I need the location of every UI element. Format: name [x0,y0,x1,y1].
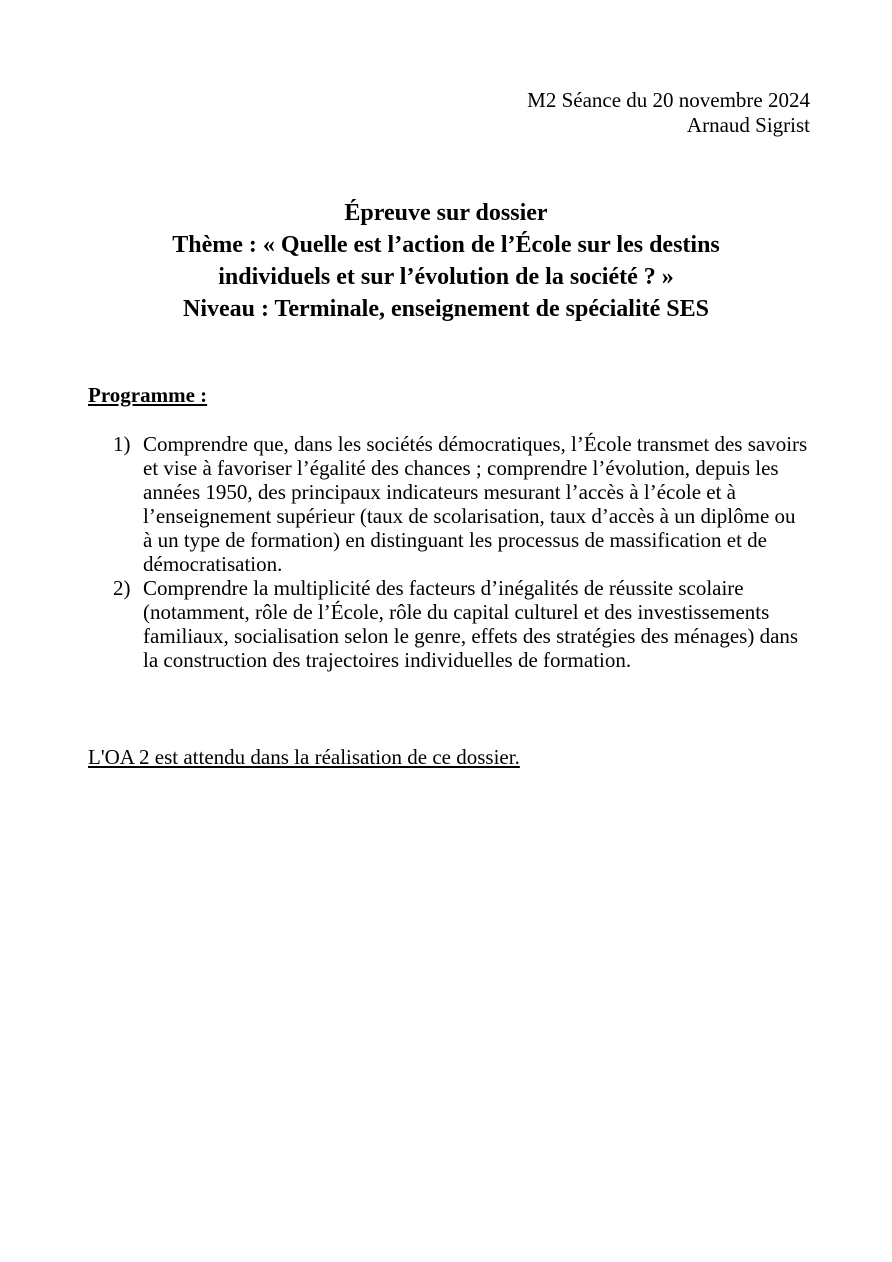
list-item-number: 2) [113,576,131,600]
list-item-number: 1) [113,432,131,456]
document-header [527,88,810,138]
list-item-text: Comprendre que, dans les sociétés démocratiques, l’École transmet des savoirs et vise à favoriser l’égalité des chances ; comprendre l’évolution, depuis les années 1950, des principaux indicateurs mesurant l’accès à l’école et à l’enseignement supérieur (taux de scolarisation, taux d’accès à un diplôme ou à un type de formation) en distinguant les processus de massification et de démocratisation. [143,432,808,576]
title-line-4: Niveau : Terminale, enseignement de spécialité SES [183,296,709,322]
title-line-2: Thème : « Quelle est l’action de l’École sur les destins [172,232,720,258]
programme-heading: Programme : [88,383,208,407]
list-item [113,576,810,672]
expected-oa-note: L'OA 2 est attendu dans la réalisation de ce dossier. [88,745,520,769]
title-line-3: individuels et sur l’évolution de la société ? » [218,264,674,290]
title-line-1: Épreuve sur dossier [344,200,548,226]
programme-list [113,432,810,672]
header-session-line: M2 Séance du 20 novembre 2024 [527,88,810,112]
document-title [0,197,892,325]
list-item-text: Comprendre la multiplicité des facteurs d’inégalités de réussite scolaire (notamment, rôle de l’École, rôle du capital culturel et des investissements familiaux, socialisation selon le genre, effets des stratégies des ménages) dans la construction des trajectoires individuelles de formation. [143,576,799,672]
list-item [113,432,810,576]
header-author-line: Arnaud Sigrist [686,113,810,137]
